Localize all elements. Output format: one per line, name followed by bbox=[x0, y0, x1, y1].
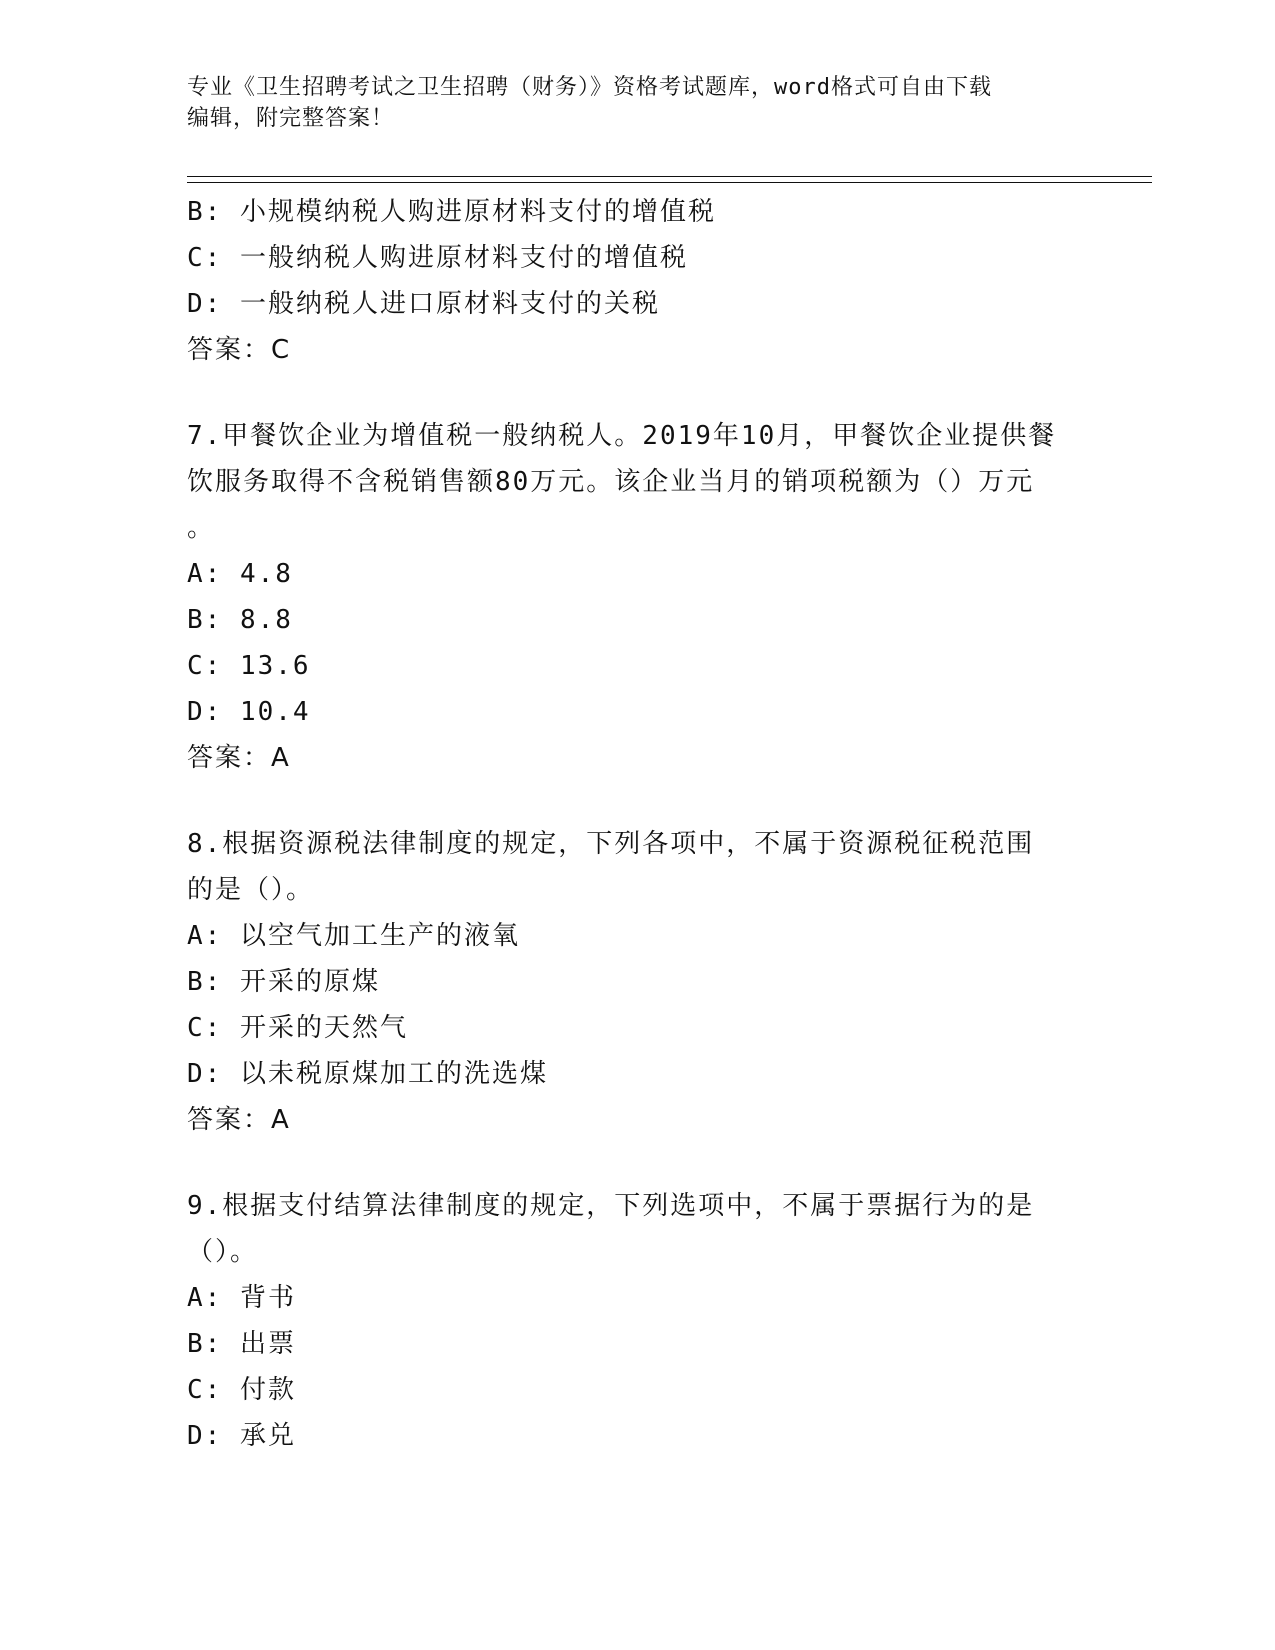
q7-option-d: D: 10.4 bbox=[187, 697, 311, 727]
q7-option-b: B: 8.8 bbox=[187, 605, 293, 635]
q6-option-b: B: 小规模纳税人购进原材料支付的增值税 bbox=[187, 197, 716, 227]
q6-answer: 答案：C bbox=[187, 335, 292, 365]
q7-answer: 答案：A bbox=[187, 743, 291, 773]
q8-option-a: A: 以空气加工生产的液氧 bbox=[187, 921, 520, 951]
q6-option-c: C: 一般纳税人购进原材料支付的增值税 bbox=[187, 243, 688, 273]
question-7 bbox=[187, 413, 1087, 781]
q6-option-d: D: 一般纳税人进口原材料支付的关税 bbox=[187, 289, 660, 319]
q9-option-b: B: 出票 bbox=[187, 1329, 296, 1359]
q8-answer: 答案：A bbox=[187, 1105, 291, 1135]
q9-option-c: C: 付款 bbox=[187, 1375, 296, 1405]
q8-option-b: B: 开采的原煤 bbox=[187, 967, 380, 997]
q7-stem-line-3: 。 bbox=[187, 513, 216, 543]
document-header bbox=[187, 72, 1087, 134]
q9-option-d: D: 承兑 bbox=[187, 1421, 296, 1451]
header-divider-top bbox=[187, 176, 1152, 177]
question-6 bbox=[187, 189, 1087, 373]
q8-stem-line-1: 8.根据资源税法律制度的规定，下列各项中，不属于资源税征税范围 bbox=[187, 829, 1035, 859]
header-divider-bottom bbox=[187, 182, 1152, 183]
q7-stem-line-2: 饮服务取得不含税销售额80万元。该企业当月的销项税额为（）万元 bbox=[187, 467, 1035, 497]
q8-option-c: C: 开采的天然气 bbox=[187, 1013, 408, 1043]
question-9 bbox=[187, 1183, 1087, 1459]
question-content bbox=[187, 189, 1087, 1459]
q9-stem-line-1: 9.根据支付结算法律制度的规定，下列选项中，不属于票据行为的是 bbox=[187, 1191, 1035, 1221]
q7-stem-line-1: 7.甲餐饮企业为增值税一般纳税人。2019年10月，甲餐饮企业提供餐 bbox=[187, 421, 1057, 451]
q9-stem-line-2: （）。 bbox=[187, 1237, 259, 1267]
q9-option-a: A: 背书 bbox=[187, 1283, 296, 1313]
header-line-2: 编辑，附完整答案！ bbox=[187, 106, 395, 131]
q8-option-d: D: 以未税原煤加工的洗选煤 bbox=[187, 1059, 548, 1089]
q7-option-c: C: 13.6 bbox=[187, 651, 311, 681]
question-8 bbox=[187, 821, 1087, 1143]
header-line-1: 专业《卫生招聘考试之卫生招聘（财务）》资格考试题库，word格式可自由下载 bbox=[187, 75, 992, 100]
q7-option-a: A: 4.8 bbox=[187, 559, 293, 589]
q8-stem-line-2: 的是（）。 bbox=[187, 875, 315, 905]
